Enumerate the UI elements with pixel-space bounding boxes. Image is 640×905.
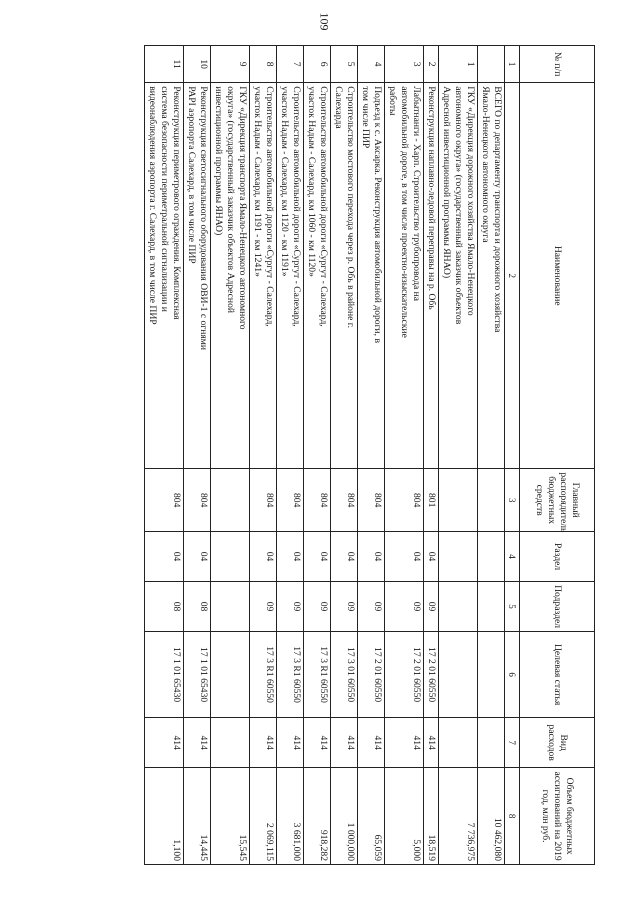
row-admin	[478, 469, 505, 532]
row-section: 04	[184, 532, 211, 582]
row-name-line: участок Надым - Салехард, км 1120 - км 1191»	[279, 86, 290, 277]
row-num: 4	[358, 46, 385, 83]
row-name-line: Строительство автомобильной дороги «Сургут - Салехард,	[264, 86, 275, 327]
row-target: 17 3 R1 60550	[250, 632, 277, 718]
row-section	[211, 532, 250, 582]
row-name	[358, 83, 385, 469]
row-name	[145, 83, 184, 469]
row-num: 2	[424, 46, 439, 83]
row-name-line: Строительство автомобильной дороги «Сургут - Салехард,	[318, 86, 329, 327]
row-subsection	[211, 582, 250, 632]
row-expense-type: 414	[358, 718, 385, 768]
row-name-line: ГКУ «Дирекция дорожного хозяйства Ямало-Ненецкого	[465, 86, 476, 316]
row-amount: 10 462,080	[478, 768, 505, 865]
row-target: 17 1 01 65430	[184, 632, 211, 718]
row-admin: 804	[331, 469, 358, 532]
row-name-line: автомобильной дороге, в том числе проектно-изыскательские	[399, 86, 410, 338]
row-name	[439, 83, 478, 469]
row-expense-type: 414	[145, 718, 184, 768]
row-expense-type: 414	[424, 718, 439, 768]
row-amount: 15,545	[211, 768, 250, 865]
row-subsection: 09	[277, 582, 304, 632]
row-amount: 1,100	[145, 768, 184, 865]
row-admin	[439, 469, 478, 532]
header-admin: Главный распорядитель бюджетных средств	[520, 469, 595, 532]
row-amount: 7 736,975	[439, 768, 478, 865]
row-name	[250, 83, 277, 469]
row-name-line: Реконструкция периметрового ограждения. Комплексная	[171, 86, 182, 320]
row-name-line: Подъезд к с. Аксарка. Реконструкция автомобильной дороги, в	[372, 86, 383, 344]
row-section: 04	[145, 532, 184, 582]
column-number: 2	[505, 83, 520, 469]
row-admin: 804	[277, 469, 304, 532]
row-expense-type: 414	[250, 718, 277, 768]
row-num: 5	[331, 46, 358, 83]
row-name-line: Ямало-Ненецкого автономного округа	[480, 86, 491, 243]
row-name-line: видеонаблюдения аэропорта г. Салехард, в том числе ПИР	[147, 86, 158, 325]
row-expense-type: 414	[277, 718, 304, 768]
header-subsection: Подраздел	[520, 582, 595, 632]
row-admin: 804	[358, 469, 385, 532]
table-row	[211, 46, 250, 865]
column-number: 3	[505, 469, 520, 532]
header-amount: Объем бюджетных ассигнований на 2019 год, млн руб.	[520, 768, 595, 865]
column-number: 7	[505, 718, 520, 768]
row-name-line: Реконструкция наплавно-ледовой переправы на р. Обь	[426, 86, 437, 310]
row-section: 04	[304, 532, 331, 582]
table-row	[304, 46, 331, 865]
table-row	[331, 46, 358, 865]
row-name	[478, 83, 505, 469]
row-name-line: Строительство мостового перехода через р. Обь в районе г.	[345, 86, 356, 329]
table-row	[358, 46, 385, 865]
row-section: 04	[250, 532, 277, 582]
row-subsection: 08	[145, 582, 184, 632]
column-number-row	[505, 46, 520, 865]
table-body	[145, 46, 505, 865]
table-row	[184, 46, 211, 865]
row-target	[478, 632, 505, 718]
row-section: 04	[385, 532, 424, 582]
row-admin: 804	[385, 469, 424, 532]
page-number: 109	[317, 12, 332, 31]
row-subsection: 09	[250, 582, 277, 632]
row-name-line: округа» (государственный заказчик объектов Адресной	[225, 86, 236, 313]
table-row	[439, 46, 478, 865]
row-target: 17 2 01 60550	[424, 632, 439, 718]
row-amount: 18,519	[424, 768, 439, 865]
row-target: 17 2 01 60550	[385, 632, 424, 718]
row-expense-type	[439, 718, 478, 768]
column-number: 4	[505, 532, 520, 582]
row-subsection: 09	[304, 582, 331, 632]
row-amount: 1 000,000	[331, 768, 358, 865]
row-num: 8	[250, 46, 277, 83]
row-expense-type: 414	[331, 718, 358, 768]
row-target: 17 3 R1 60550	[277, 632, 304, 718]
row-section	[478, 532, 505, 582]
row-section: 04	[331, 532, 358, 582]
table-row	[424, 46, 439, 865]
row-num: 7	[277, 46, 304, 83]
row-amount: 14,445	[184, 768, 211, 865]
row-subsection: 09	[358, 582, 385, 632]
row-amount: 5,000	[385, 768, 424, 865]
row-name-line: участок Надым - Салехард, км 1191 - км 1241»	[252, 86, 263, 277]
row-amount: 2 069,115	[250, 768, 277, 865]
row-num: 6	[304, 46, 331, 83]
row-name	[184, 83, 211, 469]
row-target: 17 3 R1 60550	[304, 632, 331, 718]
header-expense-type: Вид расходов	[520, 718, 595, 768]
row-subsection	[439, 582, 478, 632]
row-target: 17 1 01 65430	[145, 632, 184, 718]
row-name	[424, 83, 439, 469]
row-expense-type: 414	[385, 718, 424, 768]
row-name	[331, 83, 358, 469]
row-section	[439, 532, 478, 582]
header-section: Раздел	[520, 532, 595, 582]
row-name-line: Адресной инвестиционной программы ЯНАО)	[441, 86, 452, 279]
row-admin: 804	[145, 469, 184, 532]
row-admin: 804	[304, 469, 331, 532]
column-number: 5	[505, 582, 520, 632]
row-name-line: том числе ПИР	[360, 86, 371, 149]
rotated-table-container	[65, 45, 595, 865]
column-number: 8	[505, 768, 520, 865]
row-name-line: ВСЕГО по департаменту транспорта и дорожного хозяйства	[492, 86, 503, 333]
row-admin	[211, 469, 250, 532]
row-name-line: работы	[387, 86, 398, 116]
budget-table	[144, 45, 595, 865]
table-row	[145, 46, 184, 865]
row-subsection: 09	[424, 582, 439, 632]
row-name-line: Лабытнанги - Харп. Строительство трубопровода на	[411, 86, 422, 302]
row-name	[304, 83, 331, 469]
header-target: Целевая статья	[520, 632, 595, 718]
row-name-line: РАРI аэропорта Салехард, в том числе ПИР	[186, 86, 197, 264]
row-name-line: система безопасности периметральной сигнализации и	[159, 86, 170, 312]
table-row	[250, 46, 277, 865]
row-section: 04	[277, 532, 304, 582]
row-num: 10	[184, 46, 211, 83]
table-header-row	[520, 46, 595, 865]
row-name-line: Реконструкция светосигнального оборудования ОВИ-1 с огнями	[198, 86, 209, 350]
row-expense-type: 414	[184, 718, 211, 768]
row-num	[478, 46, 505, 83]
row-target	[439, 632, 478, 718]
row-admin: 804	[250, 469, 277, 532]
row-name-line: автономного округа» (государственный заказчик объектов	[453, 86, 464, 325]
row-admin: 801	[424, 469, 439, 532]
row-name-line: инвестиционной программы ЯНАО)	[213, 86, 224, 236]
row-name	[277, 83, 304, 469]
table-row	[478, 46, 505, 865]
row-expense-type: 414	[304, 718, 331, 768]
row-name-line: Строительство автомобильной дороги «Сургут - Салехард,	[291, 86, 302, 327]
row-subsection: 08	[184, 582, 211, 632]
row-name-line: Салехарда	[333, 86, 344, 129]
row-amount: 918,282	[304, 768, 331, 865]
row-admin: 804	[184, 469, 211, 532]
row-section: 04	[424, 532, 439, 582]
row-num: 1	[439, 46, 478, 83]
row-amount: 65,059	[358, 768, 385, 865]
row-target: 17 2 01 60550	[358, 632, 385, 718]
header-num: № п/п	[520, 46, 595, 83]
table-row	[277, 46, 304, 865]
row-expense-type	[478, 718, 505, 768]
row-name-line: участок Надым - Салехард, км 1060 - км 1120»	[306, 86, 317, 277]
row-name-line: ГКУ «Дирекция транспорта Ямало-Ненецкого автономного	[237, 86, 248, 330]
row-name	[211, 83, 250, 469]
header-name: Наименование	[520, 83, 595, 469]
row-name	[385, 83, 424, 469]
row-target: 17 3 01 60550	[331, 632, 358, 718]
row-expense-type	[211, 718, 250, 768]
row-num: 11	[145, 46, 184, 83]
row-amount: 3 681,000	[277, 768, 304, 865]
row-subsection: 09	[331, 582, 358, 632]
row-num: 3	[385, 46, 424, 83]
row-subsection	[478, 582, 505, 632]
table-row	[385, 46, 424, 865]
column-number: 1	[505, 46, 520, 83]
row-target	[211, 632, 250, 718]
column-number: 6	[505, 632, 520, 718]
row-subsection: 09	[385, 582, 424, 632]
row-section: 04	[358, 532, 385, 582]
row-num: 9	[211, 46, 250, 83]
